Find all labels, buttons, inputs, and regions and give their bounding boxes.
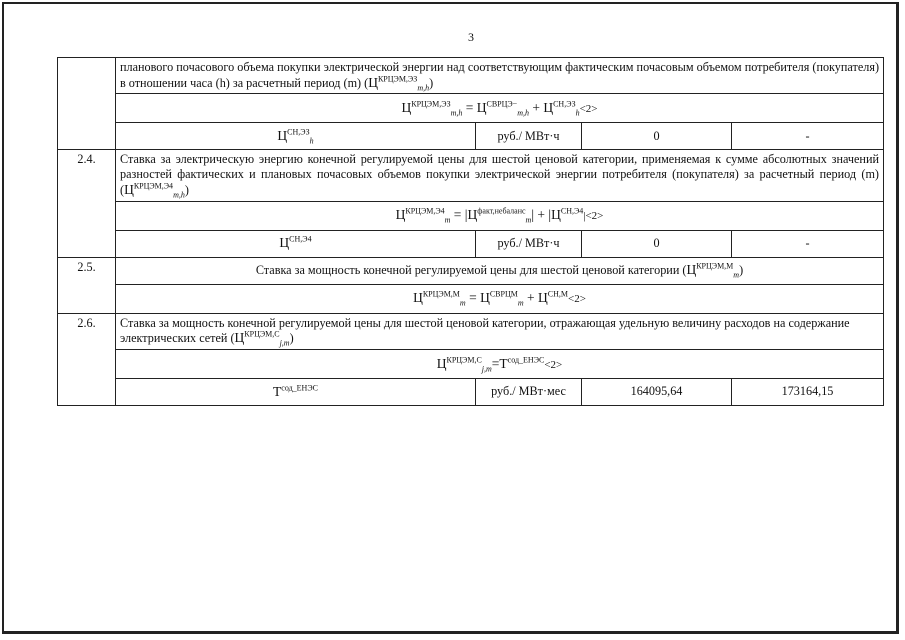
description-text: планового почасового объема покупки электрической энергии над соответствующим фактическим почасовым объемом потребителя (покупателя) в отношении часа (h) за расчетный период (m) ( xyxy=(120,60,879,90)
table-row xyxy=(58,313,884,349)
symbol: $Ц^{КРЦЭМ,Э4}_{m,h}$ xyxy=(124,181,185,200)
formula: $Ц^{КРЦЭМ,М}_m = Ц^{СВРЦМ}_m + Ц^{СН,М}<2>$ xyxy=(116,284,884,313)
symbol: $Ц^{КРЦЭМ,С}_{j,m}$ xyxy=(234,329,290,349)
formula-row xyxy=(58,284,884,313)
value-2: 173164,15 xyxy=(732,378,884,405)
row-number xyxy=(58,58,116,150)
value-row xyxy=(58,123,884,150)
description-text: Ставка за мощность конечной регулируемой цены для шестой ценовой категории, отражающая удельную величину расходов на содержание электрических сетей ( xyxy=(120,315,850,346)
value-2: - xyxy=(732,123,884,150)
formula: $Ц^{КРЦЭМ,ЭЗ}_{m,h} = Ц^{СВРЦЭ-}_{m,h} + Ц^{СН,ЭЗ}_h<2>$ xyxy=(116,94,884,123)
row-number: 2.4. xyxy=(58,150,116,257)
value-unit: руб./ МВт·мес xyxy=(476,378,582,405)
row-description: Ставка за электрическую энергию конечной регулируемой цены для шестой ценовой категории, применяемая к сумме абсолютных значений разностей фактических и плановых почасовых объемов покупки электрической энергии потребителя (покупателя) за расчетный период (m) $(Ц^{КРЦЭМ,Э4}_{m,h})$ xyxy=(116,150,884,201)
formula: $Ц^{КРЦЭМ,Э4}_m = |Ц^{факт,небаланс}_m| + |Ц^{СН,Э4}|<2>$ xyxy=(116,201,884,230)
value-2: - xyxy=(732,230,884,257)
value-1: 0 xyxy=(582,230,732,257)
value-unit: руб./ МВт·ч xyxy=(476,123,582,150)
table-row xyxy=(58,58,884,94)
description-text: Ставка за электрическую энергию конечной регулируемой цены для шестой ценовой категории, применяемая к сумме абсолютных значений разностей фактических и плановых почасовых объемов покупки электрической энергии потребителя (покупателя) за расчетный период (m) ( xyxy=(120,152,879,198)
symbol: $Ц^{КРЦЭМ,ЭЗ}_{m,h}$ xyxy=(368,74,430,93)
row-description: планового почасового объема покупки электрической энергии над соответствующим фактическим почасовым объемом потребителя (покупателя) в отношении часа (h) за расчетный период (m) $(Ц^{КРЦЭМ,ЭЗ}_{m,h})$ xyxy=(116,58,884,94)
value-unit: руб./ МВт·ч xyxy=(476,230,582,257)
table-row xyxy=(58,150,884,201)
value-name: $Т^{сод\_ЕНЭС}$ xyxy=(116,378,476,405)
formula: $Ц^{КРЦЭМ,С}_{j,m}=Т^{сод\_ЕНЭС}<2>$ xyxy=(116,349,884,378)
value-row xyxy=(58,230,884,257)
value-name: $Ц^{СН,Э4}$ xyxy=(116,230,476,257)
tariff-table xyxy=(57,57,884,406)
row-description: Ставка за мощность конечной регулируемой цены для шестой ценовой категории, отражающая удельную величину расходов на содержание электрических сетей $(Ц^{КРЦЭМ,С}_{j,m})$ xyxy=(116,313,884,349)
row-number: 2.5. xyxy=(58,257,116,313)
description-text: Ставка за мощность конечной регулируемой цены для шестой ценовой категории ( xyxy=(255,263,687,278)
value-1: 164095,64 xyxy=(582,378,732,405)
value-row xyxy=(58,378,884,405)
table-row xyxy=(58,257,884,284)
value-1: 0 xyxy=(582,123,732,150)
row-number: 2.6. xyxy=(58,313,116,405)
symbol: $Ц^{КРЦЭМ,М}_m$ xyxy=(686,261,740,281)
row-description: Ставка за мощность конечной регулируемой цены для шестой ценовой категории $(Ц^{КРЦЭМ,М}_m)$ xyxy=(116,257,884,284)
formula-row xyxy=(58,94,884,123)
formula-row xyxy=(58,201,884,230)
page-number: 3 xyxy=(468,30,474,44)
formula-row xyxy=(58,349,884,378)
value-name: $Ц^{СН,ЭЗ}_h$ xyxy=(116,123,476,150)
